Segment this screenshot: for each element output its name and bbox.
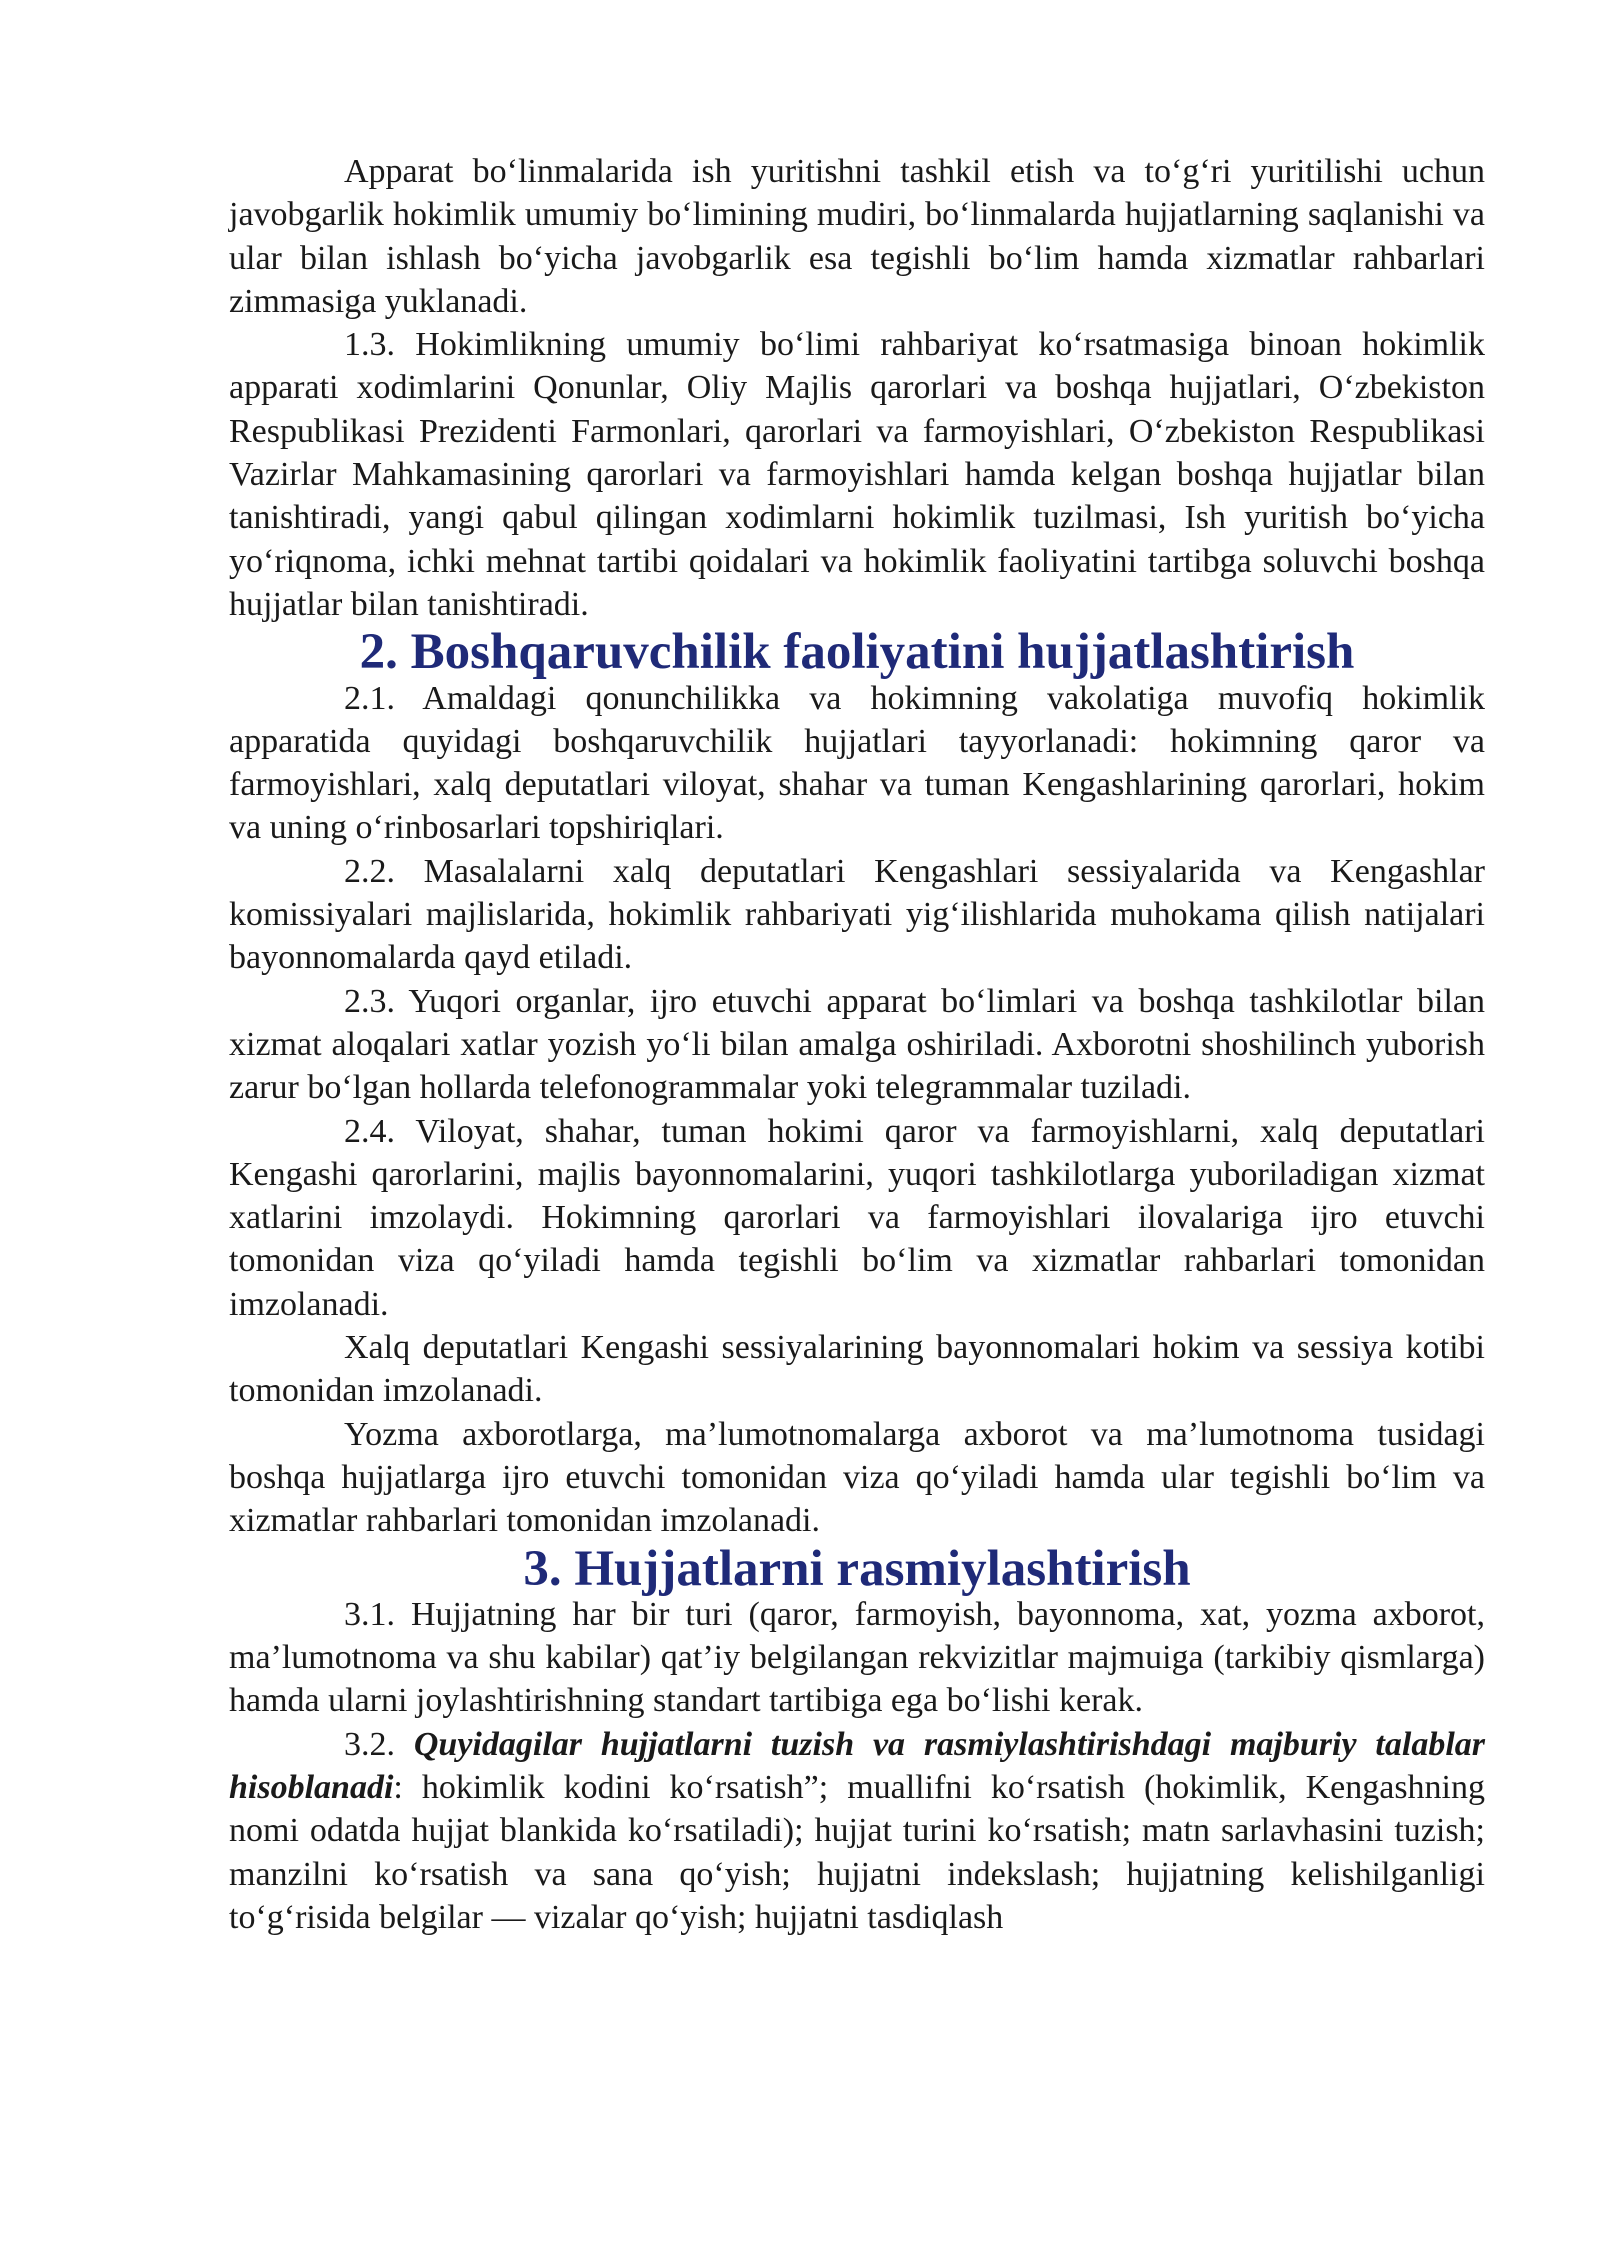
document-page xyxy=(229,150,1485,1939)
paragraph-session-minutes: Xalq deputatlari Kengashi sessiyalarining bayonnomalari hokim va sessiya kotibi tomonidan imzolanadi. xyxy=(229,1329,1485,1410)
paragraph-written-info: Yozma axborotlarga, ma’lumotnomalarga axborot va ma’lumotnoma tusidagi boshqa hujjatlarga ijro etuvchi tomonidan viza qo‘yiladi hamda ular tegishli bo‘lim va xizmatlar rahbarlari tomonidan imzolanadi. xyxy=(229,1415,1485,1540)
paragraph-3-2-number: 3.2. xyxy=(344,1725,414,1763)
paragraph-3-2-emphasis: Quyidagilar hujjatlarni tuzish va rasmiylashtirishdagi majburiy talablar hisoblanadi xyxy=(229,1725,1485,1806)
paragraph-2-4: 2.4. Viloyat, shahar, tuman hokimi qaror va farmoyishlarni, xalq deputatlari Kengashi qarorlarini, majlis bayonnomalarini, yuqori tashkilotlarga yuboriladigan xizmat xatlarini imzolaydi. Hokimning qarorlari va farmoyishlari ilovalariga ijro etuvchi tomonidan viza qo‘yiladi hamda tegishli bo‘lim va xizmatlar rahbarlari tomonidan imzolanadi. xyxy=(229,1112,1485,1323)
paragraph-2-1: 2.1. Amaldagi qonunchilikka va hokimning vakolatiga muvofiq hokimlik apparatida quyidagi boshqaruvchilik hujjatlari tayyorlanadi: hokimning qaror va farmoyishlari, xalq deputatlari viloyat, shahar va tuman Kengashlarining qarorlari, hokim va uning o‘rinbosarlari topshiriqlari. xyxy=(229,679,1485,847)
section-heading-3: 3. Hujjatlarni rasmiylashtirish xyxy=(523,1540,1191,1597)
paragraph-2-2: 2.2. Masalalarni xalq deputatlari Kengashlari sessiyalarida va Kengashlar komissiyalari majlislarida, hokimlik rahbariyati yig‘ilishlarida muhokama qilish natijalari bayonnomalarda qayd etiladi. xyxy=(229,852,1485,977)
paragraph-2-3: 2.3. Yuqori organlar, ijro etuvchi apparat bo‘limlari va boshqa tashkilotlar bilan xizmat aloqalari xatlar yozish yo‘li bilan amalga oshiriladi. Axborotni shoshilinch yuborish zarur bo‘lgan hollarda telefonogrammalar yoki telegrammalar tuziladi. xyxy=(229,982,1485,1107)
paragraph-3-2 xyxy=(229,1723,1485,1939)
section-heading-2: 2. Boshqaruvchilik faoliyatini hujjatlashtirish xyxy=(359,624,1355,681)
paragraph-responsibility: Apparat bo‘linmalarida ish yuritishni tashkil etish va to‘g‘ri yuritilishi uchun javobgarlik hokimlik umumiy bo‘limining mudiri, bo‘linmalarda hujjatlarning saqlanishi va ular bilan ishlash bo‘yicha javobgarlik esa tegishli bo‘lim hamda xizmatlar rahbarlari zimmasiga yuklanadi. xyxy=(229,153,1485,320)
paragraph-3-2-rest: : hokimlik kodini ko‘rsatish”; muallifni ko‘rsatish (hokimlik, Kengashning nomi odatda hujjat blankida ko‘rsatiladi); hujjat turini ko‘rsatish; matn sarlavhasini tuzish; manzilni ko‘rsatish va sana qo‘yish; hujjatni indekslash; hujjatning kelishilganligi to‘g‘risida belgilar — vizalar qo‘yish; hujjatni tasdiqlash xyxy=(229,1768,1485,1936)
paragraph-3-1: 3.1. Hujjatning har bir turi (qaror, farmoyish, bayonnoma, xat, yozma axborot, ma’lumotnoma va shu kabilar) qat’iy belgilangan rekvizitlar majmuiga (tarkibiy qismlarga) hamda ularni joylashtirishning standart tartibiga ega bo‘lishi kerak. xyxy=(229,1595,1485,1720)
paragraph-1-3: 1.3. Hokimlikning umumiy bo‘limi rahbariyat ko‘rsatmasiga binoan hokimlik apparati xodimlarini Qonunlar, Oliy Majlis qarorlari va boshqa hujjatlari, O‘zbekiston Respublikasi Prezidenti Farmonlari, qarorlari va farmoyishlari, O‘zbekiston Respublikasi Vazirlar Mahkamasining qarorlari va farmoyishlari hamda kelgan boshqa hujjatlar bilan tanishtiradi, yangi qabul qilingan xodimlarni hokimlik tuzilmasi, Ish yuritish bo‘yicha yo‘riqnoma, ichki mehnat tartibi qoidalari va hokimlik faoliyatini tartibga soluvchi boshqa hujjatlar bilan tanishtiradi. xyxy=(229,326,1485,623)
